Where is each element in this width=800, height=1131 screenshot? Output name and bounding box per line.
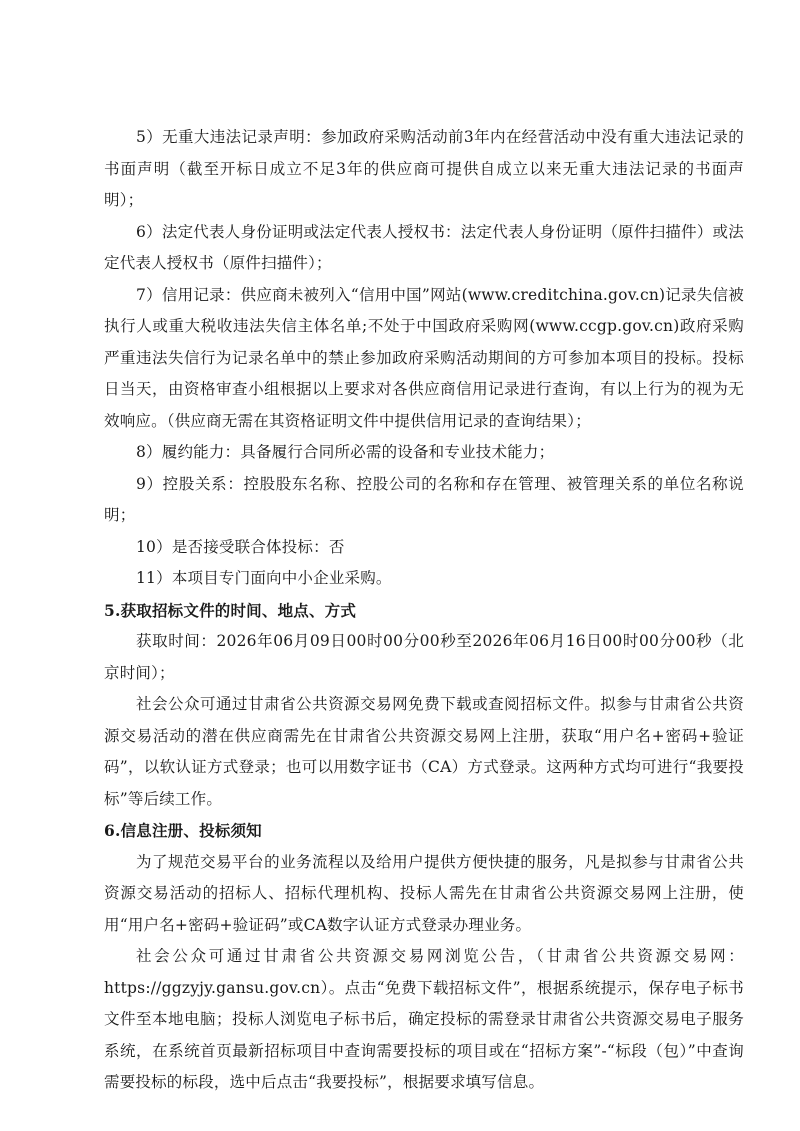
document-body <box>104 122 744 1099</box>
requirement-item-10: 10）是否接受联合体投标：否 <box>136 537 345 556</box>
requirement-item-11: 11）本项目专门面向中小企业采购。 <box>136 569 392 587</box>
requirement-item-5: 5）无重大违法记录声明：参加政府采购活动前3年内在经营活动中没有重大违法记录的书面声明（截至开标日成立不足3年的供应商可提供自成立以来无重大违法记录的书面声明）； <box>104 128 744 209</box>
section-6-paragraph-2: 社会公众可通过甘肃省公共资源交易网浏览公告，（甘肃省公共资源交易网：https://ggzyjy.gansu.gov.cn）。点击“免费下载招标文件”，根据系统提示，保存电子标书文件至本地电脑；投标人浏览电子标书后，确定投标的需登录甘肃省公共资源交易电子服务系统，在系统首页最新招标项目中查询需要投标的项目或在“招标方案”-“标段（包）”中查询需要投标的标段，选中后点击“我要投标”，根据要求填写信息。 <box>104 947 744 1091</box>
requirement-item-9: 9）控股关系：控股股东名称、控股公司的名称和存在管理、被管理关系的单位名称说明； <box>104 474 744 524</box>
requirement-item-6: 6）法定代表人身份证明或法定代表人授权书：法定代表人身份证明（原件扫描件）或法定代表人授权书（原件扫描件）； <box>104 222 744 272</box>
requirement-item-7: 7）信用记录：供应商未被列入“信用中国”网站(www.creditchina.gov.cn)记录失信被执行人或重大税收违法失信主体名单;不处于中国政府采购网(www.ccgp.gov.cn)政府采购严重违法失信行为记录名单中的禁止参加政府采购活动期间的方可参加本项目的投标。投标日当天，由资格审查小组根据以上要求对各供应商信用记录进行查询，有以上行为的视为无效响应。（供应商无需在其资格证明文件中提供信用记录的查询结果）； <box>104 285 744 430</box>
section-6-paragraph-1: 为了规范交易平台的业务流程以及给用户提供方便快捷的服务，凡是拟参与甘肃省公共资源交易活动的招标人、招标代理机构、投标人需先在甘肃省公共资源交易网上注册，使用“用户名+密码+验证码”或CA数字认证方式登录办理业务。 <box>104 852 744 934</box>
section-5-heading: 5.获取招标文件的时间、地点、方式 <box>104 600 357 620</box>
section-5-body: 社会公众可通过甘肃省公共资源交易网免费下载或查阅招标文件。拟参与甘肃省公共资源交易活动的潜在供应商需先在甘肃省公共资源交易网上注册，获取“用户名+密码+验证码”，以软认证方式登录；也可以用数字证书（CA）方式登录。这两种方式均可进行“我要投标”等后续工作。 <box>104 695 744 808</box>
requirement-item-8: 8）履约能力：具备履行合同所必需的设备和专业技术能力； <box>136 443 555 461</box>
section-6-heading: 6.信息注册、投标须知 <box>104 821 262 840</box>
section-5-time: 获取时间：2026年06月09日00时00分00秒至2026年06月16日00时00分00秒（北京时间）； <box>104 632 744 682</box>
